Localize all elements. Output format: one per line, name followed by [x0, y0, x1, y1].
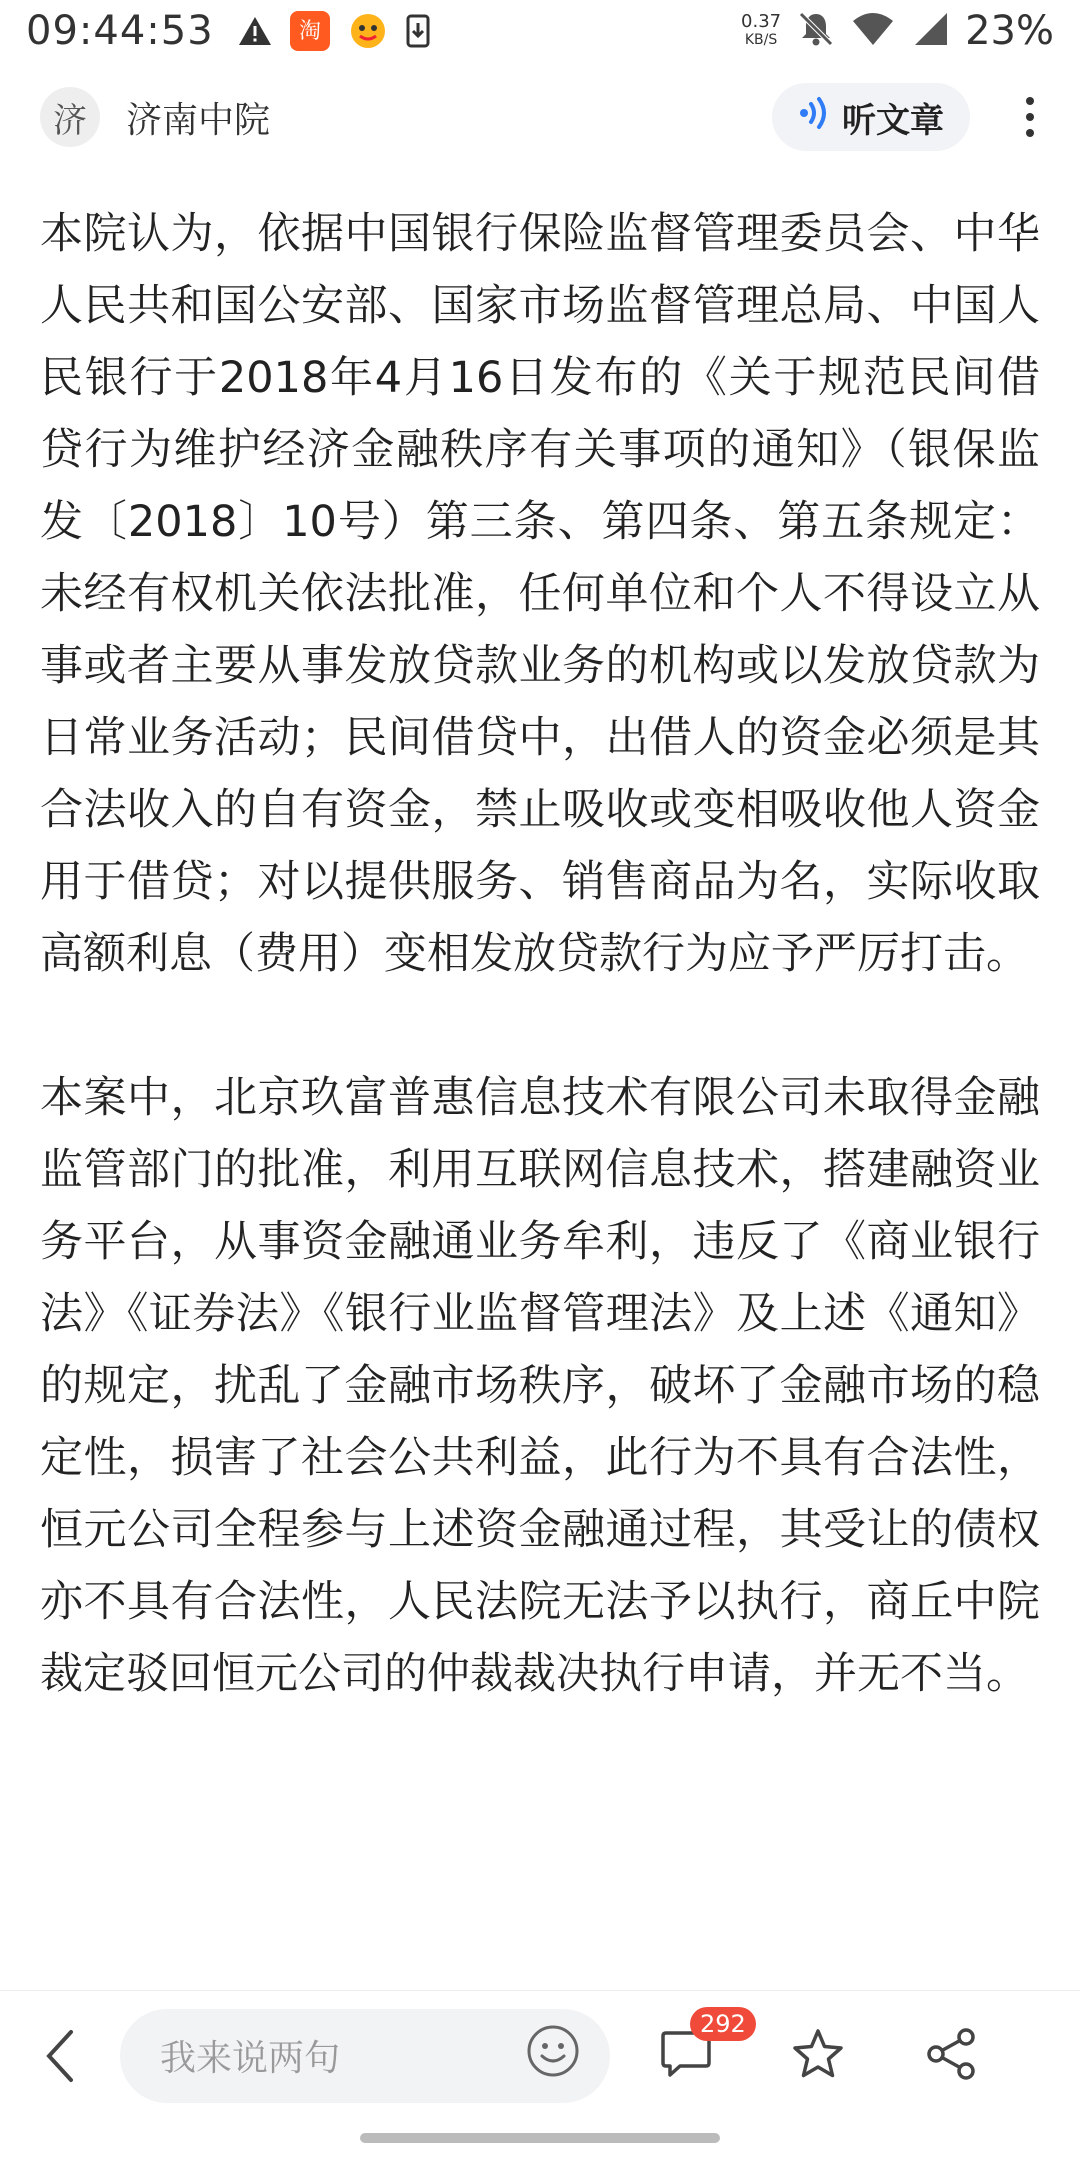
notification-icons [238, 11, 430, 51]
action-icons [660, 2009, 978, 2085]
share-button[interactable] [924, 2027, 978, 2085]
article-paragraph: 本案中，北京玖富普惠信息技术有限公司未取得金融监管部门的批准，利用互联网信息技术，搭建融资业务平台，从事资金融通业务牟利，违反了《商业银行法》《证券法》《银行业监督管理法》及上述《通知》的规定，扰乱了金融市场秩序，破坏了金融市场的稳定性，损害了社会公共利益，此行为不具有合法性，恒元公司全程参与上述资金融通过程，其受让的债权亦不具有合法性，人民法院无法予以执行，商丘中院裁定驳回恒元公司的仲裁裁决执行申请，并无不当。 [40, 1073, 1040, 1699]
app-icon [348, 11, 388, 51]
comment-input[interactable] [120, 2009, 610, 2103]
status-right [741, 8, 1054, 54]
download-icon [406, 14, 430, 48]
source-name[interactable]: 济南中院 [126, 99, 271, 141]
status-time: 09:44:53 [26, 8, 214, 54]
article-body [40, 198, 1040, 1782]
audio-wave-icon [798, 96, 832, 139]
wifi-icon [851, 11, 895, 51]
listen-label: 听文章 [842, 100, 944, 141]
comment-count-badge: 292 [690, 2007, 756, 2041]
battery-level: 23% [965, 8, 1054, 54]
chevron-left-icon [45, 2029, 75, 2083]
net-speed: 0.37 KB/S [741, 11, 782, 48]
favorite-button[interactable] [790, 2027, 846, 2085]
source-avatar[interactable] [40, 87, 100, 147]
home-indicator[interactable] [360, 2133, 720, 2143]
more-options-icon[interactable] [1020, 97, 1040, 137]
share-icon [924, 2027, 978, 2081]
listen-article-button[interactable] [772, 83, 970, 151]
bottom-action-bar [0, 1990, 1080, 2120]
star-icon [790, 2027, 846, 2081]
signal-icon [911, 11, 949, 51]
mute-icon [797, 10, 835, 52]
emoji-icon[interactable] [526, 2024, 580, 2087]
taobao-icon [290, 11, 330, 51]
article-paragraph: 本院认为，依据中国银行保险监督管理委员会、中华人民共和国公安部、国家市场监督管理总局、中国人民银行于2018年4月16日发布的《关于规范民间借贷行为维护经济金融秩序有关事项的通知》（银保监发〔2018〕10号）第三条、第四条、第五条规定：未经有权机关依法批准，任何单位和个人不得设立从事或者主要从事发放贷款业务的机构或以发放贷款为日常业务活动；民间借贷中，出借人的资金必须是其合法收入的自有资金，禁止吸收或变相吸收他人资金用于借贷；对以提供服务、销售商品为名，实际收取高额利息（费用）变相发放贷款行为应予严厉打击。 [40, 209, 1040, 979]
avatar-char: 济 [53, 100, 87, 141]
svg-text:淘: 淘 [298, 19, 321, 44]
status-bar [0, 0, 1080, 62]
article-header [0, 72, 1080, 162]
warning-icon [238, 16, 272, 46]
comment-placeholder: 我来说两句 [160, 2038, 341, 2079]
back-button[interactable] [0, 2029, 120, 2083]
comments-button[interactable] [660, 2009, 746, 2083]
